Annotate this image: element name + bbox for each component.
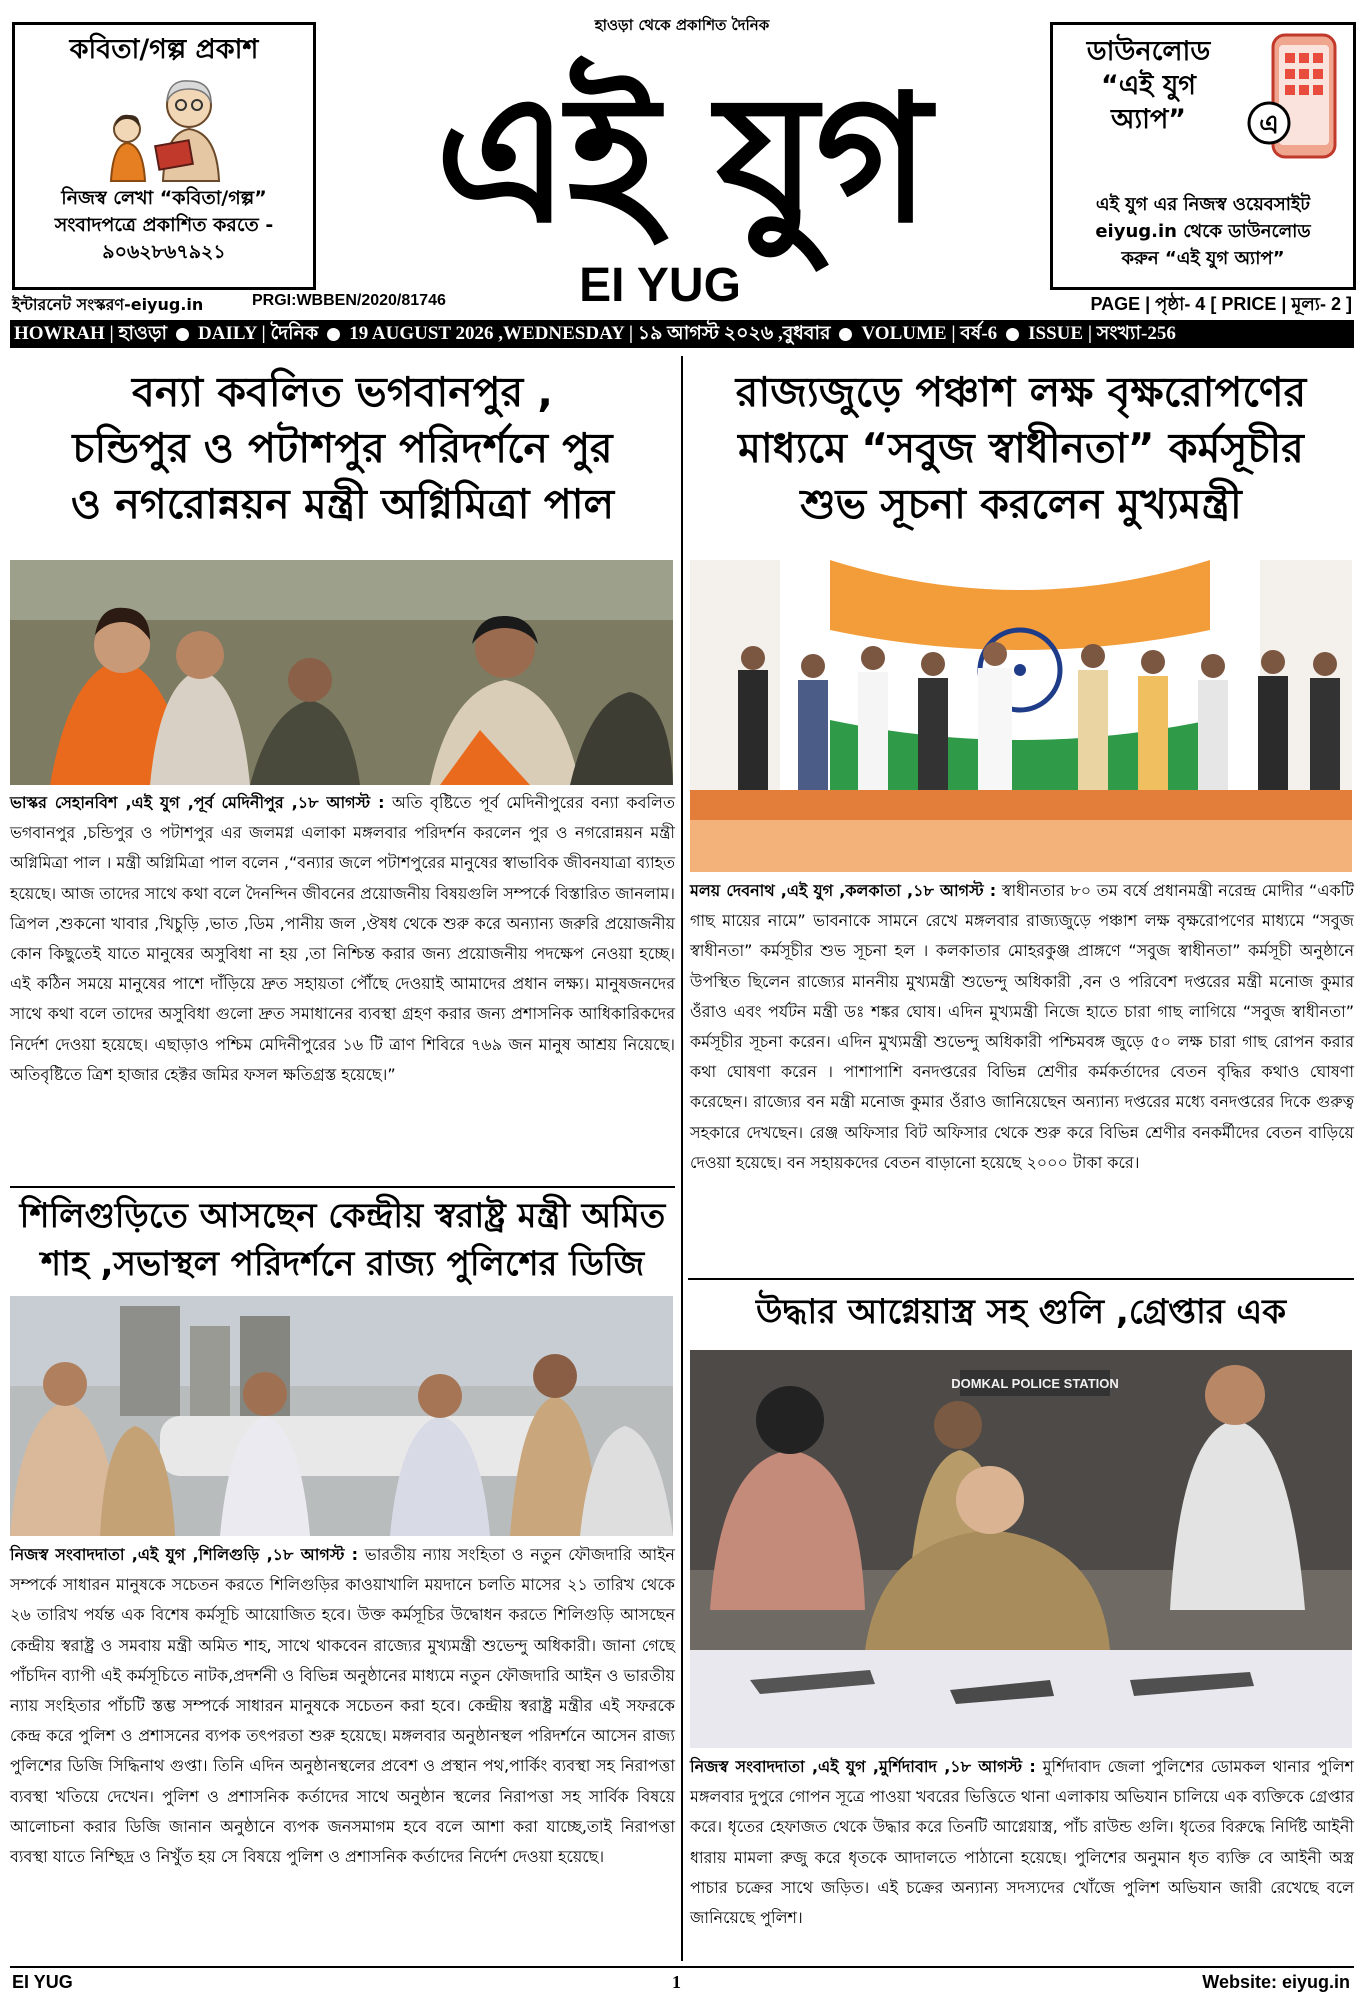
siliguri-body: ভারতীয় ন্যায় সংহিতা ও নতুন ফৌজদারি আইন সম্পর্কে সাধারন মানুষকে সচেতন করতে শিলিগুড়ির কাওয়াখালি ময়দানে চলতি মাসের ২১ তারিখ থেকে ২৬ তারিখ পর্যন্ত এক বিশেষ কর্মসূচি আয়োজিত হবে। উক্ত কর্মসূচির উদ্বোধন করতে শিলিগুড়ি আসছেন কেন্দ্রীয় স্বরাষ্ট্র ও সমবায় মন্ত্রী অমিত শাহ, সাথে থাকবেন রাজ্যের মুখ্যমন্ত্রী শুভেন্দু অধিকারী। জানা গেছে পাঁচদিন ব্যাপী এই কর্মসূচিতে নাটক,প্রদর্শনী ও বিভিন্ন অনুষ্ঠানের মাধ্যমে নতুন ফৌজদারি আইন ও ভারতীয় ন্যায় সংহিতার পাঁচটি স্তম্ভ সম্পর্কে সাধারন মানুষকে সচেতন করা হবে। কেন্দ্রীয় স্বরাষ্ট্র মন্ত্রীর এই সফরকে কেন্দ্র করে পুলিশ ও প্রশাসনের ব্যপক তৎপরতা শুরু হয়েছে। মঙ্গলবার অনুষ্ঠানস্থল পরিদর্শনে আসেন রাজ্য পুলিশের ডিজি সিদ্ধিনাথ গুপ্তা। তিনি এদিন অনুষ্ঠানস্থলের প্রবেশ ও প্রস্থান পথ,পার্কিং ব্যবস্থা সহ নিরাপত্তা ব্যবস্থা খতিয়ে দেখেন। পুলিশ ও প্রশাসনিক কর্তাদের সাথে অনুষ্ঠান স্থলের নিরাপত্তা সহ সার্বিক বিষয়ে আলোচনা করার ডিজি জানান অনুষ্ঠানে ব্যপক জনসমাগম হবে বলে আশা করা যাচ্ছে,তাই নিরাপত্তা ব্যবস্থা যাতে নিশ্ছিদ্র ও নিখুঁত হয় সে বিষয়ে পুলিশ ও প্রশাসনিক কর্তাদের নির্দেশ দেওয়া হয়েছে। [10,1545,675,1867]
column-divider [681,356,683,1961]
arms-seizure-photo[interactable] [690,1350,1352,1748]
section-rule [10,1186,675,1188]
poem-box-line1: নিজস্ব লেখা “কবিতা/গল্প” [61,187,267,209]
flood-body: অতি বৃষ্টিতে পূর্ব মেদিনীপুরের বন্যা কবলিত ভগবানপুর ,চন্ডিপুর ও পটাশপুর এর জলমগ্ন এলাকা মঙ্গলবার পরিদর্শন করলেন পুর ও নগরোন্নয়ন মন্ত্রী অগ্নিমিত্রা পাল । মন্ত্রী অগ্নিমিত্রা পাল বলেন ,“বন্যার জলে পটাশপুরের মানুষের স্বাভাবিক জীবনযাত্রা ব্যাহত হয়েছে। আজ তাদের সাথে কথা বলে দৈনন্দিন জীবনের প্রয়োজনীয় বিষয়গুলি সম্পর্কে বিস্তারিত জানলাম।ত্রিপল ,শুকনো খাবার ,খিচুড়ি ,ভাত ,ডিম ,পানীয় জল ,ঔষধ থেকে শুরু করে অন্যান্য জরুরি প্রয়োজনীয় কোন কিছুতেই যাতে মানুষের অসুবিধা না হয় ,তা নিশ্চিন্ত করার জন্য প্রয়োজনীয় পদক্ষেপ নেওয়া হচ্ছে। এই কঠিন সময়ে মানুষের পাশে দাঁড়িয়ে দ্রুত সহায়তা পৌঁছে দেওয়াই আমাদের প্রধান লক্ষ্য। মানুষজনদের সাথে কথা বলে তাদের অসুবিধা গুলো দ্রুত সমাধানের ব্যবস্থা গ্রহণ করার জন্য প্রশাসনিক আধিকারিকদের নির্দেশ দেওয়া হয়েছে। এছাড়াও পশ্চিম মেদিনীপুরের ১৬ টি ত্রাণ শিবিরে ৭৬৯ জন মানুষ আশ্রয় নিয়েছে। অতিবৃষ্টিতে ত্রিশ হাজার হেক্টর জমির ফসল ক্ষতিগ্রস্ত হয়েছে।” [10,793,675,1084]
tree-body: স্বাধীনতার ৮০ তম বর্ষে প্রধানমন্ত্রী নরেন্দ্র মোদীর “একটি গাছ মায়ের নামে” ভাবনাকে সামনে রেখে মঙ্গলবার রাজ্যজুড়ে পঞ্চাশ লক্ষ বৃক্ষরোপণের মাধ্যমে “সবুজ স্বাধীনতা” কর্মসূচীর শুভ সূচনা হল । কলকাতার মোহরকুঞ্জ প্রাঙ্গণে “সবুজ স্বাধীনতা” কর্মসূচী অনুষ্ঠানে উপস্থিত ছিলেন রাজ্যের মাননীয় মুখ্যমন্ত্রী শুভেন্দু অধিকারী ,বন ও পরিবেশ দপ্তরের মন্ত্রী মনোজ কুমার ওঁরাও এবং পর্যটন মন্ত্রী ডঃ শঙ্কর ঘোষ। এদিন মুখ্যমন্ত্রী নিজে হাতে চারা গাছ লাগিয়ে “সবুজ স্বাধীনতা” কর্মসূচীর সূচনা করেন। এদিন মুখ্যমন্ত্রী শুভেন্দু অধিকারী পশ্চিমবঙ্গ জুড়ে ৫০ লক্ষ চারা গাছ রোপন করার কথা ঘোষণা করেন । পাশাপাশি বনদপ্তরের বিভিন্ন শ্রেণীর কর্মকর্তাদের বেতন বৃদ্ধির কথাও ঘোষণা করেছেন। রাজ্যের বন মন্ত্রী মনোজ কুমার ওঁরাও জানিয়েছেন অন্যান্য দপ্তরের মধ্যে বনদপ্তরের দিকে গুরুত্ব সহকারে দেখছেন। রেঞ্জ অফিসার বিট অফিসার থেকে শুরু করে বিভিন্ন শ্রেণীর বনকর্মীদের বেতন বাড়িয়ে দেওয়া হয়েছে। বন সহায়কদের বেতন বাড়ানো হয়েছে ২০০০ টাকা করে। [690,881,1354,1172]
reading-grandma-illustration [89,71,239,183]
app-box-line1: এই যুগ এর নিজস্ব ওয়েবসাইট [1095,194,1311,215]
bullet-icon [327,328,340,341]
masthead-english: EI YUG [579,259,741,312]
dateline-volume: VOLUME | বর্ষ-6 [861,323,998,344]
poem-promo-box [12,22,316,290]
app-box-title3: অ্যাপ” [1110,104,1187,135]
app-icon-letter: এ [1259,110,1279,140]
masthead-tagline: হাওড়া থেকে প্রকাশিত দৈনিক [594,16,770,34]
web-edition: ইন্টারনেট সংস্করণ-eiyug.in [12,295,204,314]
siliguri-article [10,1540,675,1960]
poem-box-line3: ৯০৬২৮৬৭৯২১ [102,241,226,263]
bullet-icon [1006,328,1019,341]
app-box-title1: ডাউনলোড [1086,36,1211,67]
tree-headline[interactable]: রাজ্যজুড়ে পঞ্চাশ লক্ষ বৃক্ষরোপণের মাধ্যমে “সবুজ স্বাধীনতা” কর্মসূচীর শুভ সূচনা করলেন মুখ্যমন্ত্রী [735,368,1307,528]
tree-byline: মলয় দেবনাথ ,এই যুগ ,কলকাতা ,১৮ আগস্ট : [690,881,997,900]
flood-byline: ভাস্কর সেহানবিশ ,এই যুগ ,পূর্ব মেদিনীপুর ,১৮ আগস্ট : [10,793,385,812]
siliguri-byline: নিজস্ব সংবাদদাতা ,এই যুগ ,শিলিগুড়ি ,১৮ আগস্ট : [10,1545,359,1564]
footer-paper-name: EI YUG [12,1972,73,1992]
flood-headline[interactable]: বন্যা কবলিত ভগবানপুর , চন্ডিপুর ও পটাশপুর পরিদর্শনে পুর ও নগরোন্নয়ন মন্ত্রী অগ্নিমিত্রা পাল [70,368,615,528]
smartphone-app-icon [1243,31,1343,171]
poem-box-line2: সংবাদপত্রে প্রকাশিত করতে - [54,214,274,236]
siliguri-headline[interactable]: শিলিগুড়িতে আসছেন কেন্দ্রীয় স্বরাষ্ট্র মন্ত্রী অমিত শাহ ,সভাস্থল পরিদর্শনে রাজ্য পুলিশের ডিজি [19,1196,666,1284]
bullet-icon [176,328,189,341]
arms-body: মুর্শিদাবাদ জেলা পুলিশের ডোমকল থানার পুলিশ মঙ্গলবার দুপুরে গোপন সূত্রে পাওয়া খবরের ভিত্তিতে থানা এলাকায় অভিযান চালিয়ে এক ব্যক্তিকে গ্রেপ্তার করে। ধৃতের হেফাজত থেকে উদ্ধার করে তিনটি আগ্নেয়াস্ত্র, পাঁচ রাউন্ড গুলি। ধৃতের বিরুদ্ধে নির্দিষ্ট আইনী ধারায় মামলা রুজু করে ধৃতকে আদালতে পাঠানো হয়েছে। পুলিশের অনুমান ধৃত ব্যক্তি বে আইনী অস্ত্র পাচার চক্রের সাথে জড়িত। এই চক্রের অন্যান্য সদস্যদের খোঁজে পুলিশ অভিযান জারী রেখেছে বলে জানিয়েছে পুলিশ। [690,1757,1354,1928]
app-download-box[interactable] [1050,22,1356,290]
tree-article [690,876,1354,1276]
app-box-line3: করুন “এই যুগ অ্যাপ” [1121,248,1285,269]
masthead-bengali: এই যুগ [435,57,929,262]
dateline-date: 19 AUGUST 2026 ,WEDNESDAY | ১৯ আগস্ট ২০২৬ ,বুধবার [349,323,831,344]
police-station-sign: DOMKAL POLICE STATION [951,1376,1119,1391]
app-box-line2: eiyug.in থেকে ডাউনলোড [1095,221,1311,242]
page-price: PAGE | পৃষ্ঠা- 4 [ PRICE | মূল্য- 2 ] [1090,294,1352,314]
arms-byline: নিজস্ব সংবাদদাতা ,এই যুগ ,মুর্শিদাবাদ ,১৮ আগস্ট : [690,1757,1036,1776]
footer-page-number: 1 [672,1972,681,1992]
arms-headline[interactable]: উদ্ধার আগ্নেয়াস্ত্র সহ গুলি ,গ্রেপ্তার এক [755,1292,1287,1332]
app-box-title2: “এই যুগ [1101,70,1196,101]
tree-campaign-photo[interactable] [690,560,1352,872]
arms-article [690,1752,1354,1962]
bullet-icon [839,328,852,341]
siliguri-photo[interactable] [10,1296,673,1536]
footer-rule [10,1966,1354,1968]
flood-article [10,788,675,1183]
prgi-number: PRGI:WBBEN/2020/81746 [252,292,446,309]
dateline-frequency: DAILY | দৈনিক [198,323,319,344]
dateline-place: HOWRAH | হাওড়া [14,323,168,344]
dateline-bar [10,320,1354,348]
dateline-issue: ISSUE | সংখ্যা-256 [1028,323,1176,344]
flood-photo[interactable] [10,560,673,785]
footer-website-link[interactable]: Website: eiyug.in [1202,1972,1350,1992]
poem-box-title: কবিতা/গল্প প্রকাশ [69,34,259,65]
section-rule [688,1278,1354,1280]
